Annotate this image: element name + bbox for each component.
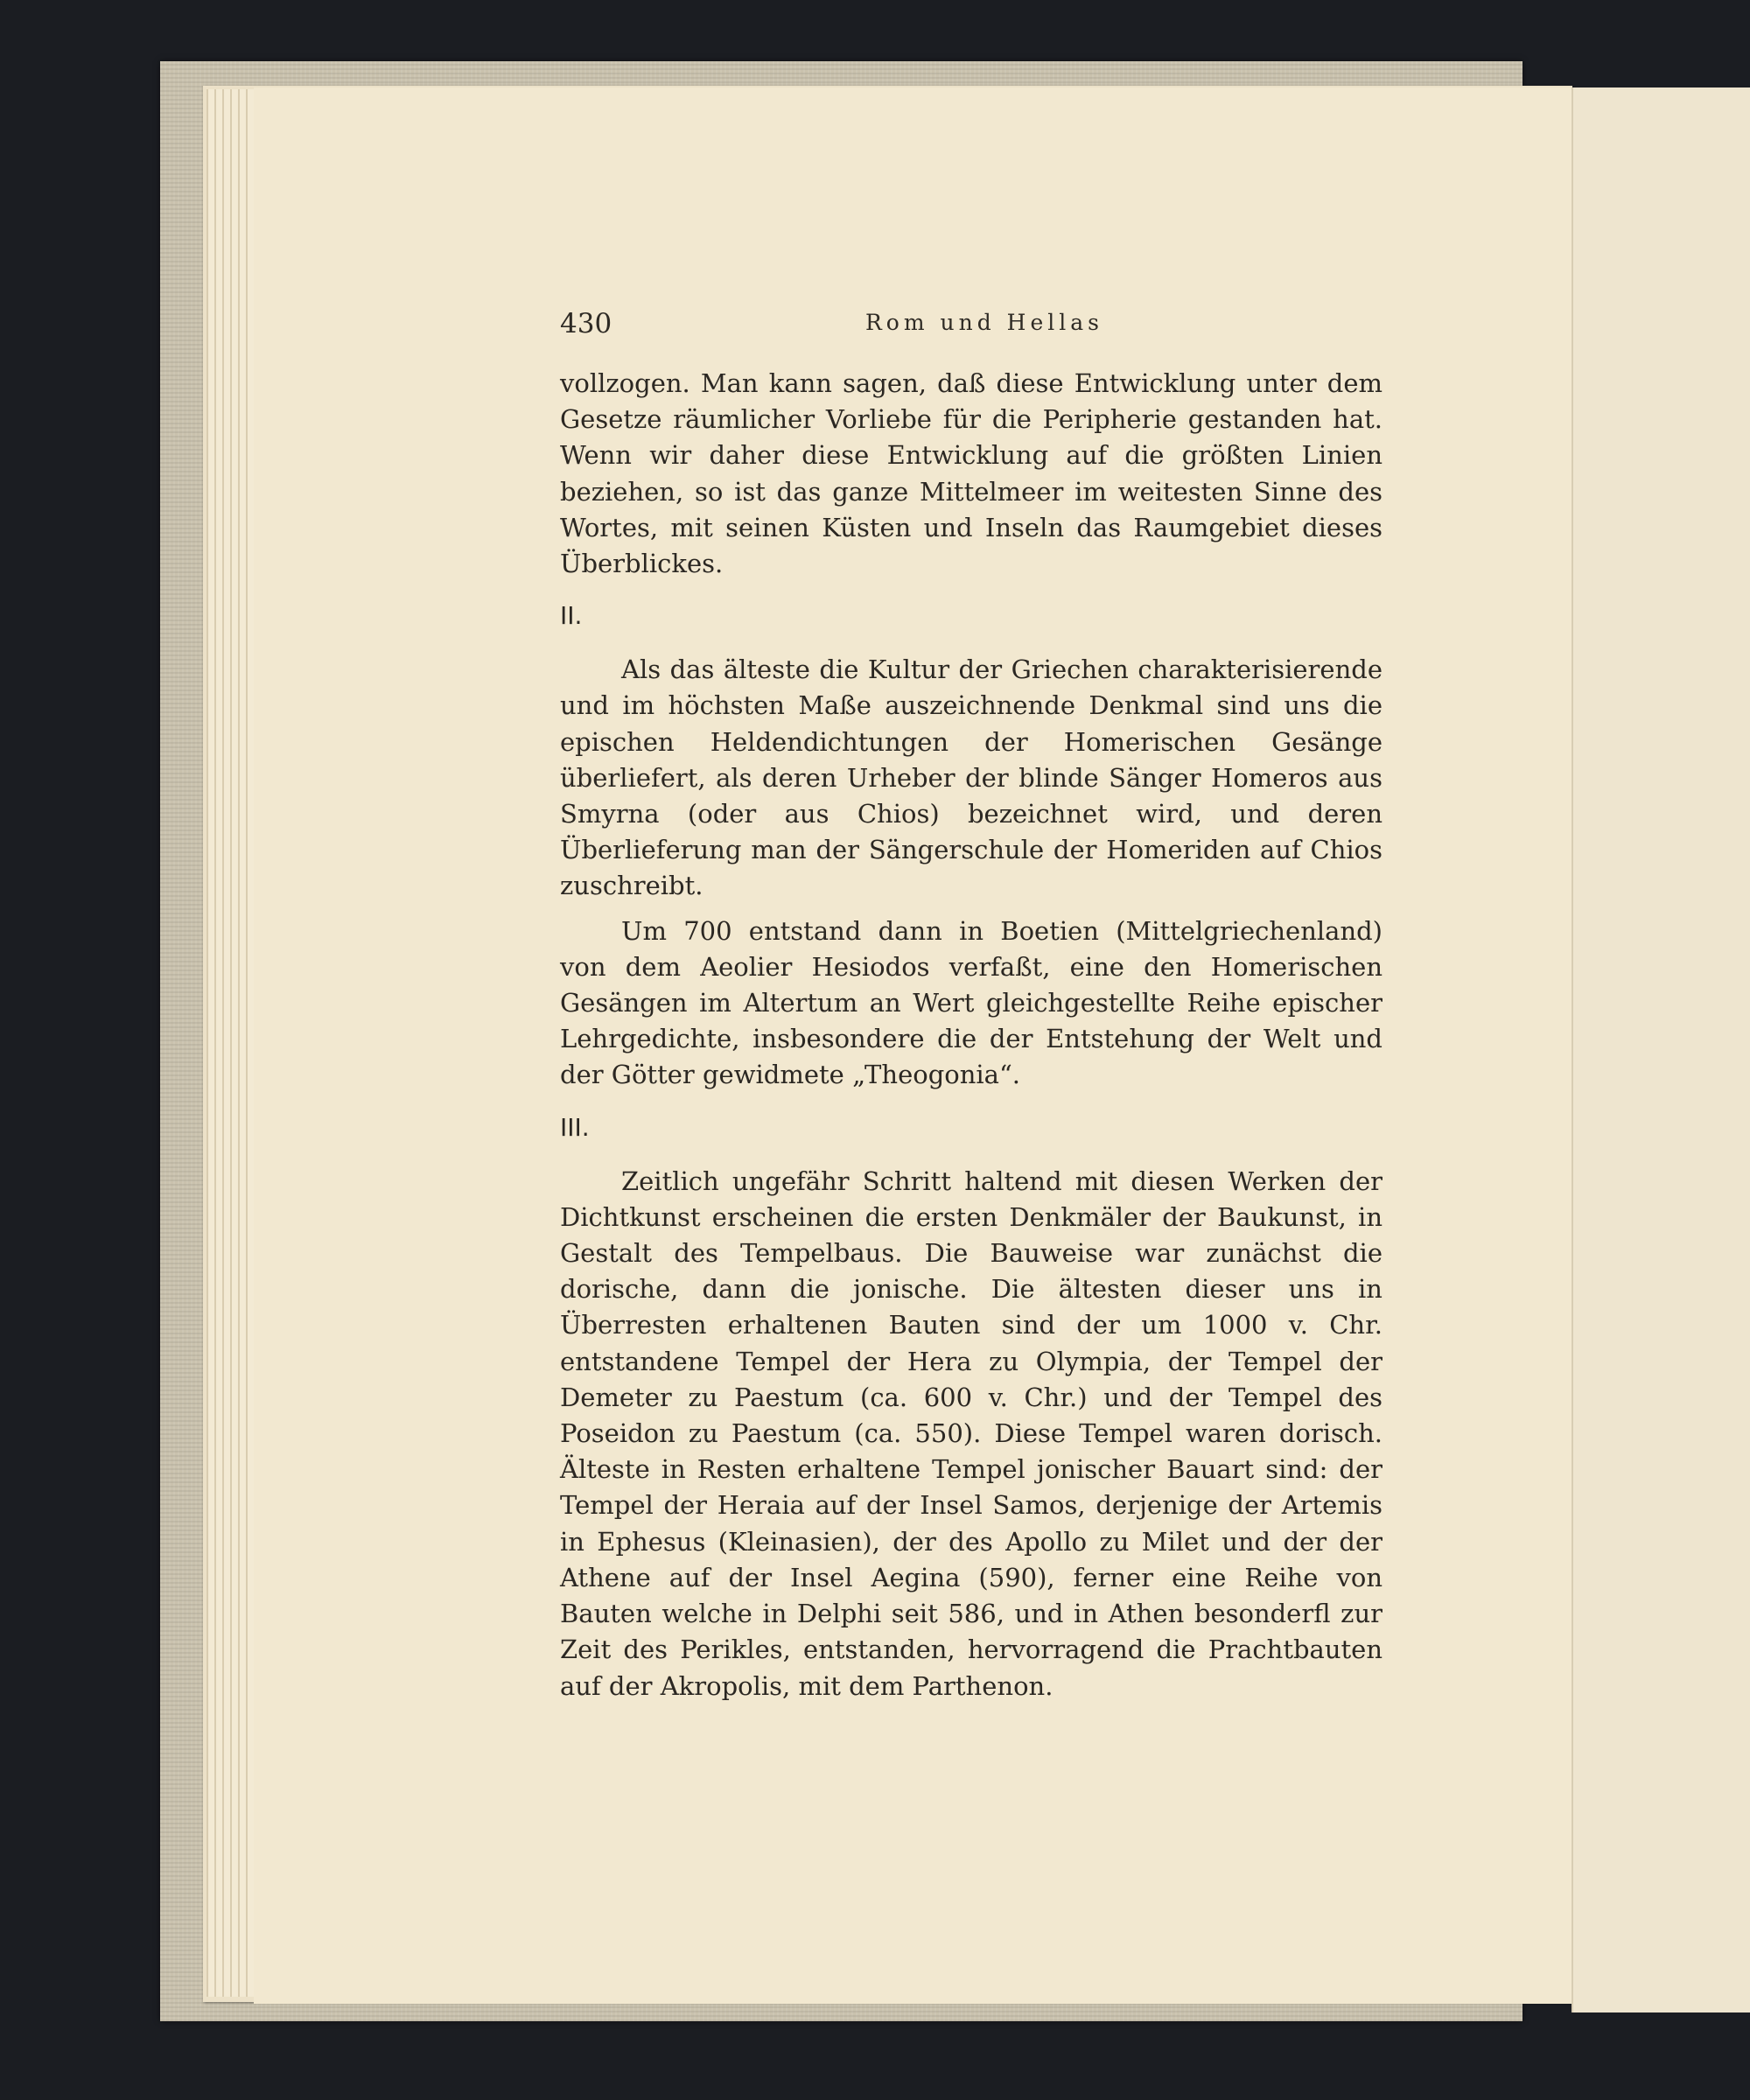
page-body xyxy=(560,366,1382,1704)
page-header xyxy=(560,308,1382,346)
paragraph-intro: vollzogen. Man kann sagen, daß diese Entwicklung unter dem Gesetze räumlicher Vorliebe für die Peripherie gestanden hat. Wenn wir daher diese Entwicklung auf die größten Linien beziehen, so ist das ganze Mittelmeer im weitesten Sinne des Wortes, mit seinen Küsten und Inseln das Raumgebiet dieses Überblickes. xyxy=(560,368,1382,579)
page-number: 430 xyxy=(560,308,612,340)
paragraph-homer: Als das älteste die Kultur der Griechen charakterisierende und im höchsten Maße auszeichnende Denkmal sind uns die epischen Heldendichtungen der Homerischen Gesänge überliefert, als deren Urheber der blinde Sänger Homeros aus Smyrna (oder aus Chios) bezeichnet wird, und deren Überlieferung man der Sängerschule der Homeriden auf Chios zuschreibt. xyxy=(560,654,1382,901)
section-heading-3: III. xyxy=(560,1112,590,1142)
page-edges xyxy=(206,89,259,1997)
facing-page-edge xyxy=(1572,88,1750,2012)
paragraph-hesiod: Um 700 entstand dann in Boetien (Mittelgriechenland) von dem Aeolier Hesiodos verfaßt, eine den Homerischen Gesängen im Altertum an Wert gleichgestellte Reihe epischer Lehrgedichte, insbesondere die der Entstehung der Welt und der Götter gewidmete „Theogonia“. xyxy=(560,915,1382,1090)
running-title: Rom und Hellas xyxy=(864,310,1103,335)
paragraph-temples: Zeitlich ungefähr Schritt haltend mit diesen Werken der Dichtkunst erscheinen die ersten Denkmäler der Baukunst, in Gestalt des Tempelbaus. Die Bauweise war zunächst die dorische, dann die jonische. Die ältesten dieser uns in Überresten erhaltenen Bauten sind der um 1000 v. Chr. entstandene Tempel der Hera zu Olympia, der Tempel der Demeter zu Paestum (ca. 600 v. Chr.) und der Tempel des Poseidon zu Paestum (ca. 550). Diese Tempel waren dorisch. Älteste in Resten erhaltene Tempel jonischer Bauart sind: der Tempel der Heraia auf der Insel Samos, derjenige der Artemis in Ephesus (Kleinasien), der des Apollo zu Milet und der der Athene auf der Insel Aegina (590), ferner eine Reihe von Bauten welche in Delphi seit 586, und in Athen besonderfl zur Zeit des Perikles, entstanden, hervorragend die Prachtbauten auf der Akropolis, mit dem Parthenon. xyxy=(560,1166,1382,1701)
section-heading-2: II. xyxy=(560,601,583,631)
